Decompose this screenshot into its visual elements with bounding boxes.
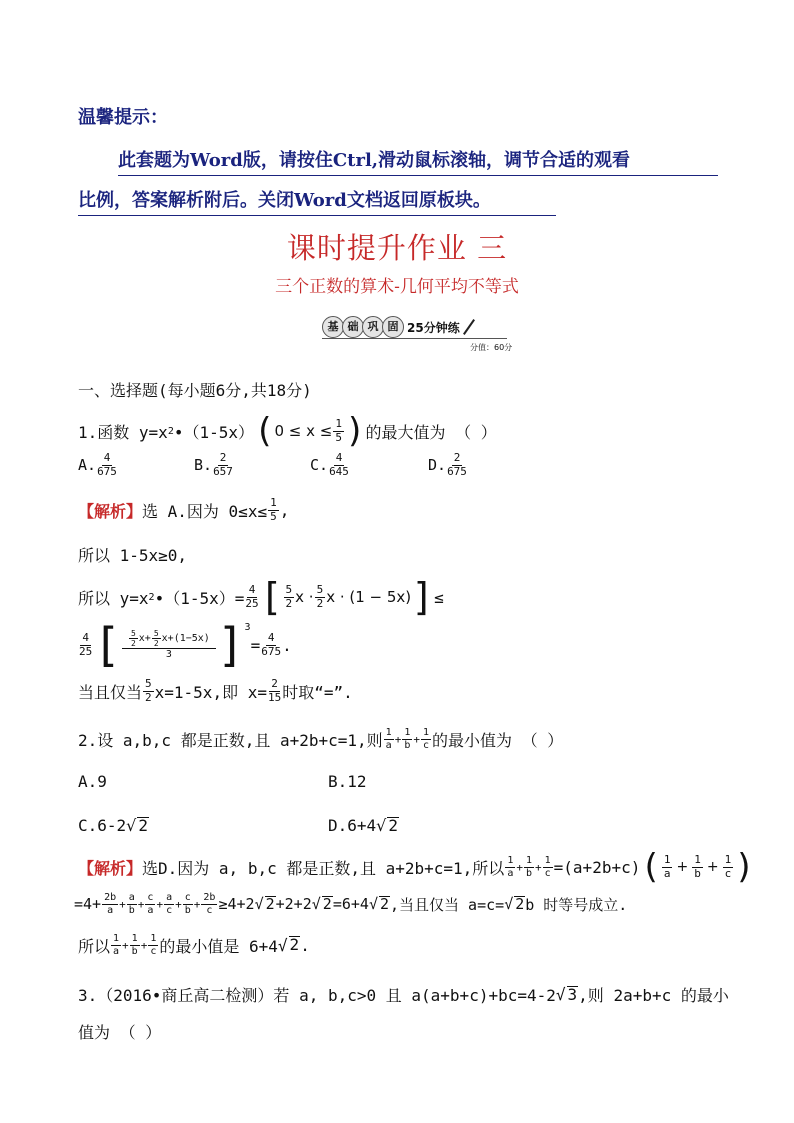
frac-num: 5 xyxy=(316,582,324,596)
sqrt-value: 2 xyxy=(265,894,275,913)
analysis-text: b 时等号成立. xyxy=(525,895,628,914)
analysis-text: 的最小值是 6+4 xyxy=(159,936,278,956)
analysis-text: . xyxy=(300,935,310,955)
page-subtitle: 三个正数的算术-几何平均不等式 xyxy=(275,277,519,297)
frac: $\frac{2b}{a}$ xyxy=(104,892,117,916)
analysis-text: +2+2 xyxy=(275,895,312,913)
q1-option-d xyxy=(428,452,468,478)
q1-analysis-line-1 xyxy=(78,497,289,523)
bracket-close: ] xyxy=(411,575,435,619)
option-frac xyxy=(213,452,233,478)
question-1 xyxy=(78,411,497,451)
q1-option-b xyxy=(194,452,234,478)
frac: $\frac{1}{c}$ xyxy=(724,852,732,880)
frac-den: 25 xyxy=(79,644,93,658)
frac-num: 4 xyxy=(335,451,343,464)
frac: $\frac{1}{a}$ xyxy=(113,933,120,957)
analysis-text: x=1-5x,即 x= xyxy=(154,682,267,702)
banner-time: 25分钟练 xyxy=(407,320,460,335)
frac-num: 2 xyxy=(453,451,461,464)
question-2 xyxy=(78,727,563,751)
frac-num: 2 xyxy=(219,451,227,464)
frac-num: 1 xyxy=(335,416,342,430)
analysis-text: = xyxy=(250,635,261,655)
frac-den: 2 xyxy=(153,639,159,649)
analysis-frac xyxy=(315,584,326,610)
frac-den: 675 xyxy=(97,464,117,478)
frac: $\frac{1}{a}$ xyxy=(663,852,671,880)
page-title: 课时提升作业 三 xyxy=(286,231,508,265)
q2-analysis-line-3: 所以 $\frac{1}{a}$ + $\frac{1}{b}$ + $\frac{1}{c}$ 的最小值是 6+4 √ 2 . xyxy=(78,933,310,957)
sqrt-value: 2 xyxy=(322,894,332,913)
frac: $\frac{1}{b}$ xyxy=(525,855,532,879)
analysis-text: =6+4 xyxy=(332,895,369,913)
frac-den: 3 xyxy=(165,649,172,661)
frac: $\frac{2b}{c}$ xyxy=(203,892,216,916)
analysis-text: 选 A.因为 0≤x≤ xyxy=(142,501,268,521)
analysis-frac xyxy=(152,629,161,648)
analysis-text: ,当且仅当 a=c= xyxy=(390,895,505,914)
q2-analysis-line-2: =4+ $\frac{2b}{a}$ + $\frac{a}{b}$ + $\frac{c}{a}$ + $\frac{a}{c}$ + $\frac{c}{b}$ + $\frac{2b}{c}$ ≥4+2 √ 2 +2+2 √ 2 =6+4 √ 2 ,当且仅当 a=c= √ 2 b 时等号成立. xyxy=(74,892,628,916)
plus: + xyxy=(394,732,402,746)
q1-paren-open: ( xyxy=(254,411,275,451)
sqrt-value: 2 xyxy=(379,894,389,913)
q2-option-a: A.9 xyxy=(78,772,107,791)
analysis-frac xyxy=(129,629,138,648)
banner-badge: 固 xyxy=(382,316,404,338)
question-3: 3.（2016•商丘高二检测）若 a, b,c>0 且 a(a+b+c)+bc=4-2 √ 3 ,则 2a+b+c 的最小 xyxy=(78,984,729,1005)
frac: $\frac{a}{c}$ xyxy=(166,892,173,916)
big-frac xyxy=(122,629,216,661)
frac: $\frac{c}{b}$ xyxy=(184,892,191,916)
option-label: A. xyxy=(78,456,97,475)
frac-num: 1 xyxy=(270,496,277,509)
analysis-text: •（1-5x）= xyxy=(154,588,245,608)
analysis-frac xyxy=(268,497,279,523)
frac-den: 5 xyxy=(335,430,342,444)
bracket-open: [ xyxy=(93,618,121,672)
analysis-text: x+(1−5x) xyxy=(161,633,210,644)
frac: $\frac{1}{c}$ xyxy=(544,855,551,879)
score-label: 分值：60分 xyxy=(470,343,513,352)
analysis-text: 当且仅当 xyxy=(78,682,143,702)
q2-frac-c: $\frac{1}{c}$ xyxy=(422,727,430,751)
q1-paren-close: ) xyxy=(345,411,366,451)
analysis-text: , xyxy=(279,500,290,520)
tip-title: 温馨提示： xyxy=(78,107,168,128)
banner-rule xyxy=(322,338,507,339)
banner-badge: 础 xyxy=(342,316,364,338)
analysis-text: x+ xyxy=(138,633,151,644)
q1-analysis-line-3 xyxy=(78,575,444,619)
q2-lead: 2.设 a,b,c 都是正数,且 a+2b+c=1,则 xyxy=(78,730,383,750)
frac: $\frac{1}{c}$ xyxy=(150,933,157,957)
frac-num: 5 xyxy=(130,629,136,639)
frac: $\frac{1}{b}$ xyxy=(131,933,138,957)
analysis-tag: 【解析】 xyxy=(78,858,143,878)
option-frac xyxy=(97,452,117,478)
frac-den: 2 xyxy=(316,596,324,610)
analysis-frac xyxy=(261,632,281,658)
frac-den: 675 xyxy=(261,644,282,658)
frac-den: 2 xyxy=(285,596,293,610)
frac-den: 675 xyxy=(447,464,467,478)
analysis-frac xyxy=(245,584,258,610)
q1-lead: 1.函数 y=x xyxy=(78,422,168,442)
bracket-close: ] xyxy=(216,618,245,672)
option-frac xyxy=(447,452,467,478)
frac-den: 2 xyxy=(145,690,152,704)
section-title: 一、选择题(每小题6分,共18分) xyxy=(78,381,312,400)
frac-num: 5 xyxy=(145,677,152,690)
analysis-text: ≤ xyxy=(434,587,444,607)
paren-close: ) xyxy=(734,847,755,887)
analysis-tag: 【解析】 xyxy=(78,501,143,521)
q1-exp: 2 xyxy=(167,425,174,437)
sqrt-value: 2 xyxy=(289,935,300,955)
sqrt-value: 3 xyxy=(567,984,578,1004)
frac: $\frac{a}{b}$ xyxy=(128,892,135,916)
q3-line-2: 值为 （ ） xyxy=(78,1023,162,1042)
q1-option-a xyxy=(78,452,118,478)
q2-frac-a: $\frac{1}{a}$ xyxy=(385,727,392,751)
analysis-text: ≥4+2 xyxy=(218,895,255,913)
option-text: D.6+4 xyxy=(328,816,377,835)
analysis-text: 所以 y=x xyxy=(78,588,149,608)
frac: $\frac{c}{a}$ xyxy=(147,892,154,916)
practice-banner xyxy=(322,316,470,338)
q2-option-b: B.12 xyxy=(328,772,367,791)
exp: 2 xyxy=(148,591,155,603)
frac-num: 4 xyxy=(267,630,275,644)
analysis-text: . xyxy=(282,635,292,655)
q1-cond: 0 ≤ x ≤ xyxy=(274,422,333,440)
exp: 3 xyxy=(244,622,251,633)
frac-den: 657 xyxy=(213,464,233,478)
banner-badge: 巩 xyxy=(362,316,384,338)
q1-cond-frac xyxy=(333,418,344,444)
analysis-text: 选D.因为 a, b,c 都是正数,且 a+2b+c=1,所以 xyxy=(142,858,505,878)
option-label: B. xyxy=(194,456,213,475)
q1-analysis-line-5 xyxy=(78,678,353,704)
tip-line-2: 比例，答案解析附后。关闭Word文档返回原板块。 xyxy=(78,186,556,216)
frac-num: 5 xyxy=(285,582,293,596)
bracket-open: [ xyxy=(259,575,283,619)
analysis-frac xyxy=(268,678,281,704)
analysis-frac xyxy=(79,632,92,658)
sqrt-value: 2 xyxy=(388,816,399,835)
q1-analysis-line-4 xyxy=(78,618,292,672)
frac-num: 5 xyxy=(153,629,159,639)
frac-num: 4 xyxy=(103,451,111,464)
analysis-text: x · xyxy=(295,588,314,606)
frac-num: 4 xyxy=(248,582,256,596)
option-text: C.6-2 xyxy=(78,816,127,835)
banner-badge: 基 xyxy=(322,316,344,338)
frac: $\frac{1}{a}$ xyxy=(507,855,514,879)
tip-line-1: 此套题为Word版，请按住Ctrl,滑动鼠标滚轴，调节合适的观看 xyxy=(118,146,718,176)
plus: + xyxy=(413,732,420,746)
banner-slash xyxy=(463,319,475,335)
q2-option-d: D.6+4√ 2 xyxy=(328,816,399,835)
analysis-text: 所以 xyxy=(78,936,111,956)
frac-den: 5 xyxy=(270,509,277,523)
analysis-text: =(a+2b+c) xyxy=(553,857,641,877)
analysis-frac xyxy=(284,584,295,610)
q2-option-c: C.6-2√ 2 xyxy=(78,816,149,835)
frac-den: 2 xyxy=(130,639,136,649)
q3-text: 3.（2016•商丘高二检测）若 a, b,c>0 且 a(a+b+c)+bc=4-2 xyxy=(78,986,556,1005)
q1-analysis-line-2: 所以 1-5x≥0, xyxy=(78,546,188,565)
sqrt-value: 2 xyxy=(515,894,525,913)
q1-option-c xyxy=(310,452,350,478)
paren-open: ( xyxy=(640,847,661,887)
frac-den: 645 xyxy=(329,464,349,478)
option-label: D. xyxy=(428,456,447,475)
frac-num: 4 xyxy=(82,630,89,644)
sqrt-value: 2 xyxy=(138,816,149,835)
analysis-text: =4+ xyxy=(74,895,102,913)
q2-tail: 的最小值为 （ ） xyxy=(432,730,564,750)
option-frac xyxy=(329,452,349,478)
q2-frac-b: $\frac{1}{b}$ xyxy=(404,727,411,751)
frac-den: 15 xyxy=(267,690,282,704)
frac-den: 25 xyxy=(245,596,259,610)
q1-mid: •（1-5x） xyxy=(173,422,255,442)
frac: $\frac{1}{b}$ xyxy=(694,852,701,880)
analysis-frac xyxy=(143,678,154,704)
q1-tail: 的最大值为 （ ） xyxy=(365,422,497,442)
q3-text: ,则 2a+b+c 的最小 xyxy=(578,986,729,1005)
q2-analysis-line-1: 【解析】 选D.因为 a, b,c 都是正数,且 a+2b+c=1,所以 $\frac{1}{a}$ + $\frac{1}{b}$ + $\frac{1}{c}$ =(a+2b+c) ( $\frac{1}{a}$ + $\frac{1}{b}$ + $\frac{1}{c}$ ) xyxy=(78,847,755,887)
option-label: C. xyxy=(310,456,329,475)
frac-num xyxy=(122,629,216,649)
analysis-text: x · (1 − 5x) xyxy=(326,588,412,606)
analysis-text: 时取“=”. xyxy=(282,682,353,702)
frac-num: 2 xyxy=(271,677,278,690)
